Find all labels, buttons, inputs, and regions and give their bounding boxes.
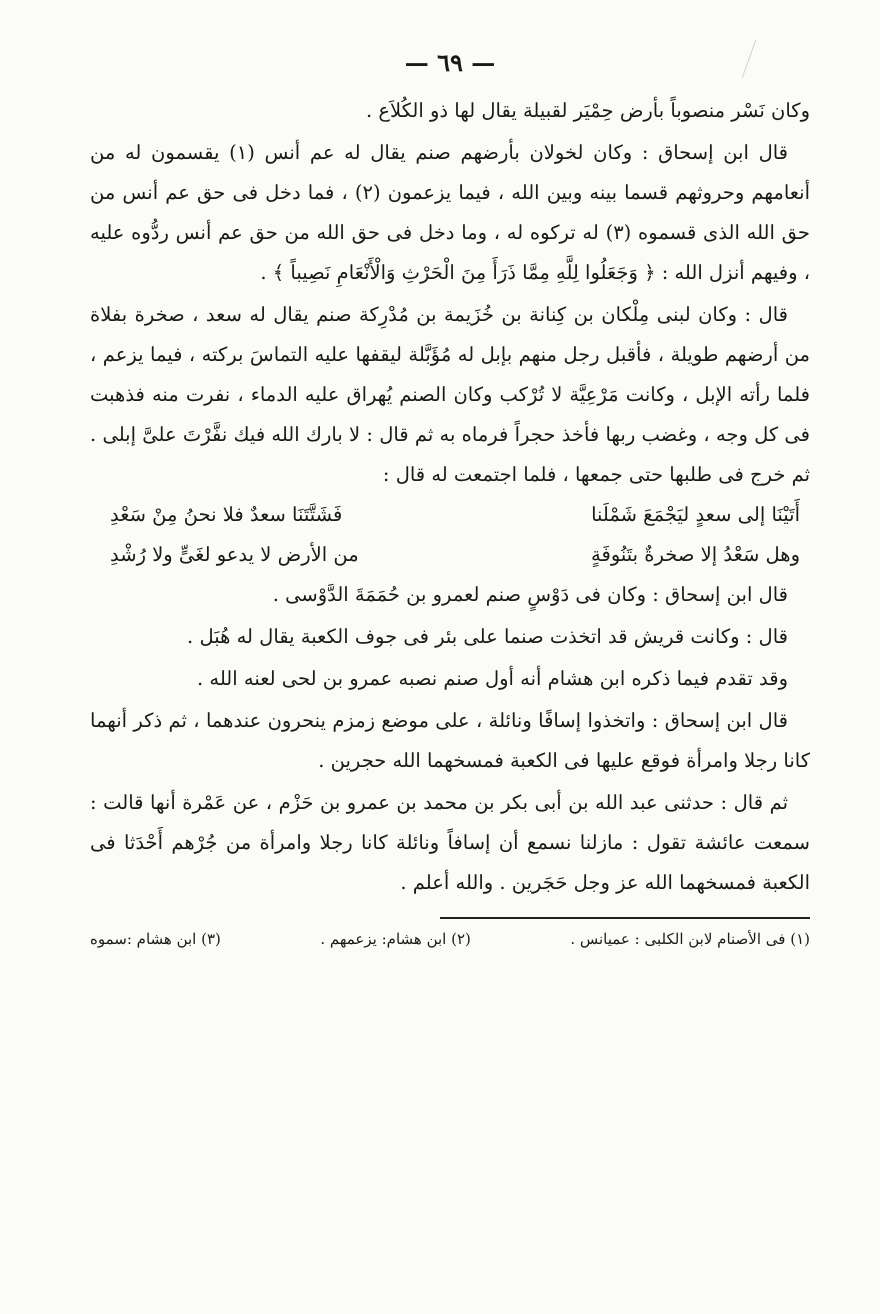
footnote-1: (١) فى الأصنام لابن الكلبى : عميانس .: [570, 930, 810, 948]
footnote-3: (٣) ابن هشام :سموه: [90, 930, 221, 948]
paragraph-aisha-narration: ثم قال : حدثنى عبد الله بن أبى بكر بن محمد بن عمرو بن حَزْم ، عن عَمْرة أنها قالت : سمعت عائشة تقول : مازلنا نسمع أن إسافاً ونائلة كانا رجلا وامرأة من جُرْهم أَحْدَثا فى الكعبة فمسخهما الله عز وجل حَجَرين . والله أعلم .: [90, 791, 810, 894]
paragraph-nasr: وكان نَسْر منصوباً بأرض حِمْيَر لقبيلة يقال لها ذو الكُلاَع .: [366, 99, 810, 122]
book-page: [90, 40, 810, 1280]
verse-line-1: [90, 495, 810, 535]
verse-1-first-hemistich: أَتَيْنَا إلى سعدٍ ليَجْمَعَ شَمْلَنا: [591, 503, 800, 526]
paragraph-hubal: قال : وكانت قريش قد اتخذت صنما على بئر فى جوف الكعبة يقال له هُبَل .: [187, 625, 788, 648]
footnote-2: (٢) ابن هشام: يزعمهم .: [320, 930, 471, 948]
footnotes: [90, 927, 810, 951]
verse-2-second-hemistich: من الأرض لا يدعو لغَىٍّ ولا رُشْدِ: [110, 543, 359, 566]
paragraph-amr-ibn-luhay: وقد تقدم فيما ذكره ابن هشام أنه أول صنم نصبه عمرو بن لحى لعنه الله .: [197, 667, 788, 690]
paragraph-khawlan: قال ابن إسحاق : وكان لخولان بأرضهم صنم يقال له عم أنس (١) يقسمون له من أنعامهم وحروثهم قسما بينه وبين الله ، فيما يزعمون (٢) ، فما دخل فى حق عم أنس من حق الله الذى قسموه (٣) له تركوه له ، وما دخل فى حق الله من حق عم أنس ردُّوه عليه ، وفيهم أنزل الله : ﴿ وَجَعَلُوا لِلَّهِ مِمَّا ذَرَأَ مِنَ الْحَرْثِ وَالْأَنْعَامِ نَصِيباً ﴾ .: [90, 141, 811, 284]
paragraph-saad: قال : وكان لبنى مِلْكان بن كِنانة بن خُزَيمة بن مُدْرِكة صنم يقال له سعد ، صخرة بفلاة من أرضهم طويلة ، فأقبل رجل منهم بإبل له مُؤَبَّلة ليقفها عليه التماسَ بركته ، فيما يزعم ، فلما رأته الإبل ، وكانت مَرْعِيَّة لا تُرْكب وكان الصنم يُهراق عليه الدماء ، نفرت منه فذهبت فى كل وجه ، وغضب ربها فأخذ حجراً فرماه به ثم قال : لا بارك الله فيك نفَّرْتَ علىَّ إبلى . ثم خرج فى طلبها حتى جمعها ، فلما اجتمعت له قال :: [90, 303, 810, 486]
verse-1-second-hemistich: فَشَتَّتَنَا سعدٌ فلا نحنُ مِنْ سَعْدِ: [110, 503, 343, 526]
verse-2-first-hemistich: وهل سَعْدُ إلا صخرةٌ بتَنُوفَةٍ: [591, 543, 800, 566]
paragraph-daws: قال ابن إسحاق : وكان فى دَوْسٍ صنم لعمرو بن حُمَمَةَ الدَّوْسى .: [272, 583, 788, 606]
verse-line-2: [90, 535, 810, 575]
footnote-separator: [440, 917, 810, 919]
page-number: — ٦٩ —: [404, 48, 496, 77]
paragraph-isaf-naila: قال ابن إسحاق : واتخذوا إسافًا ونائلة ، على موضع زمزم ينحرون عندهما ، ثم ذكر أنهما كانا رجلا وامرأة فوقع عليها فى الكعبة فمسخهما الله حجرين .: [90, 709, 810, 772]
